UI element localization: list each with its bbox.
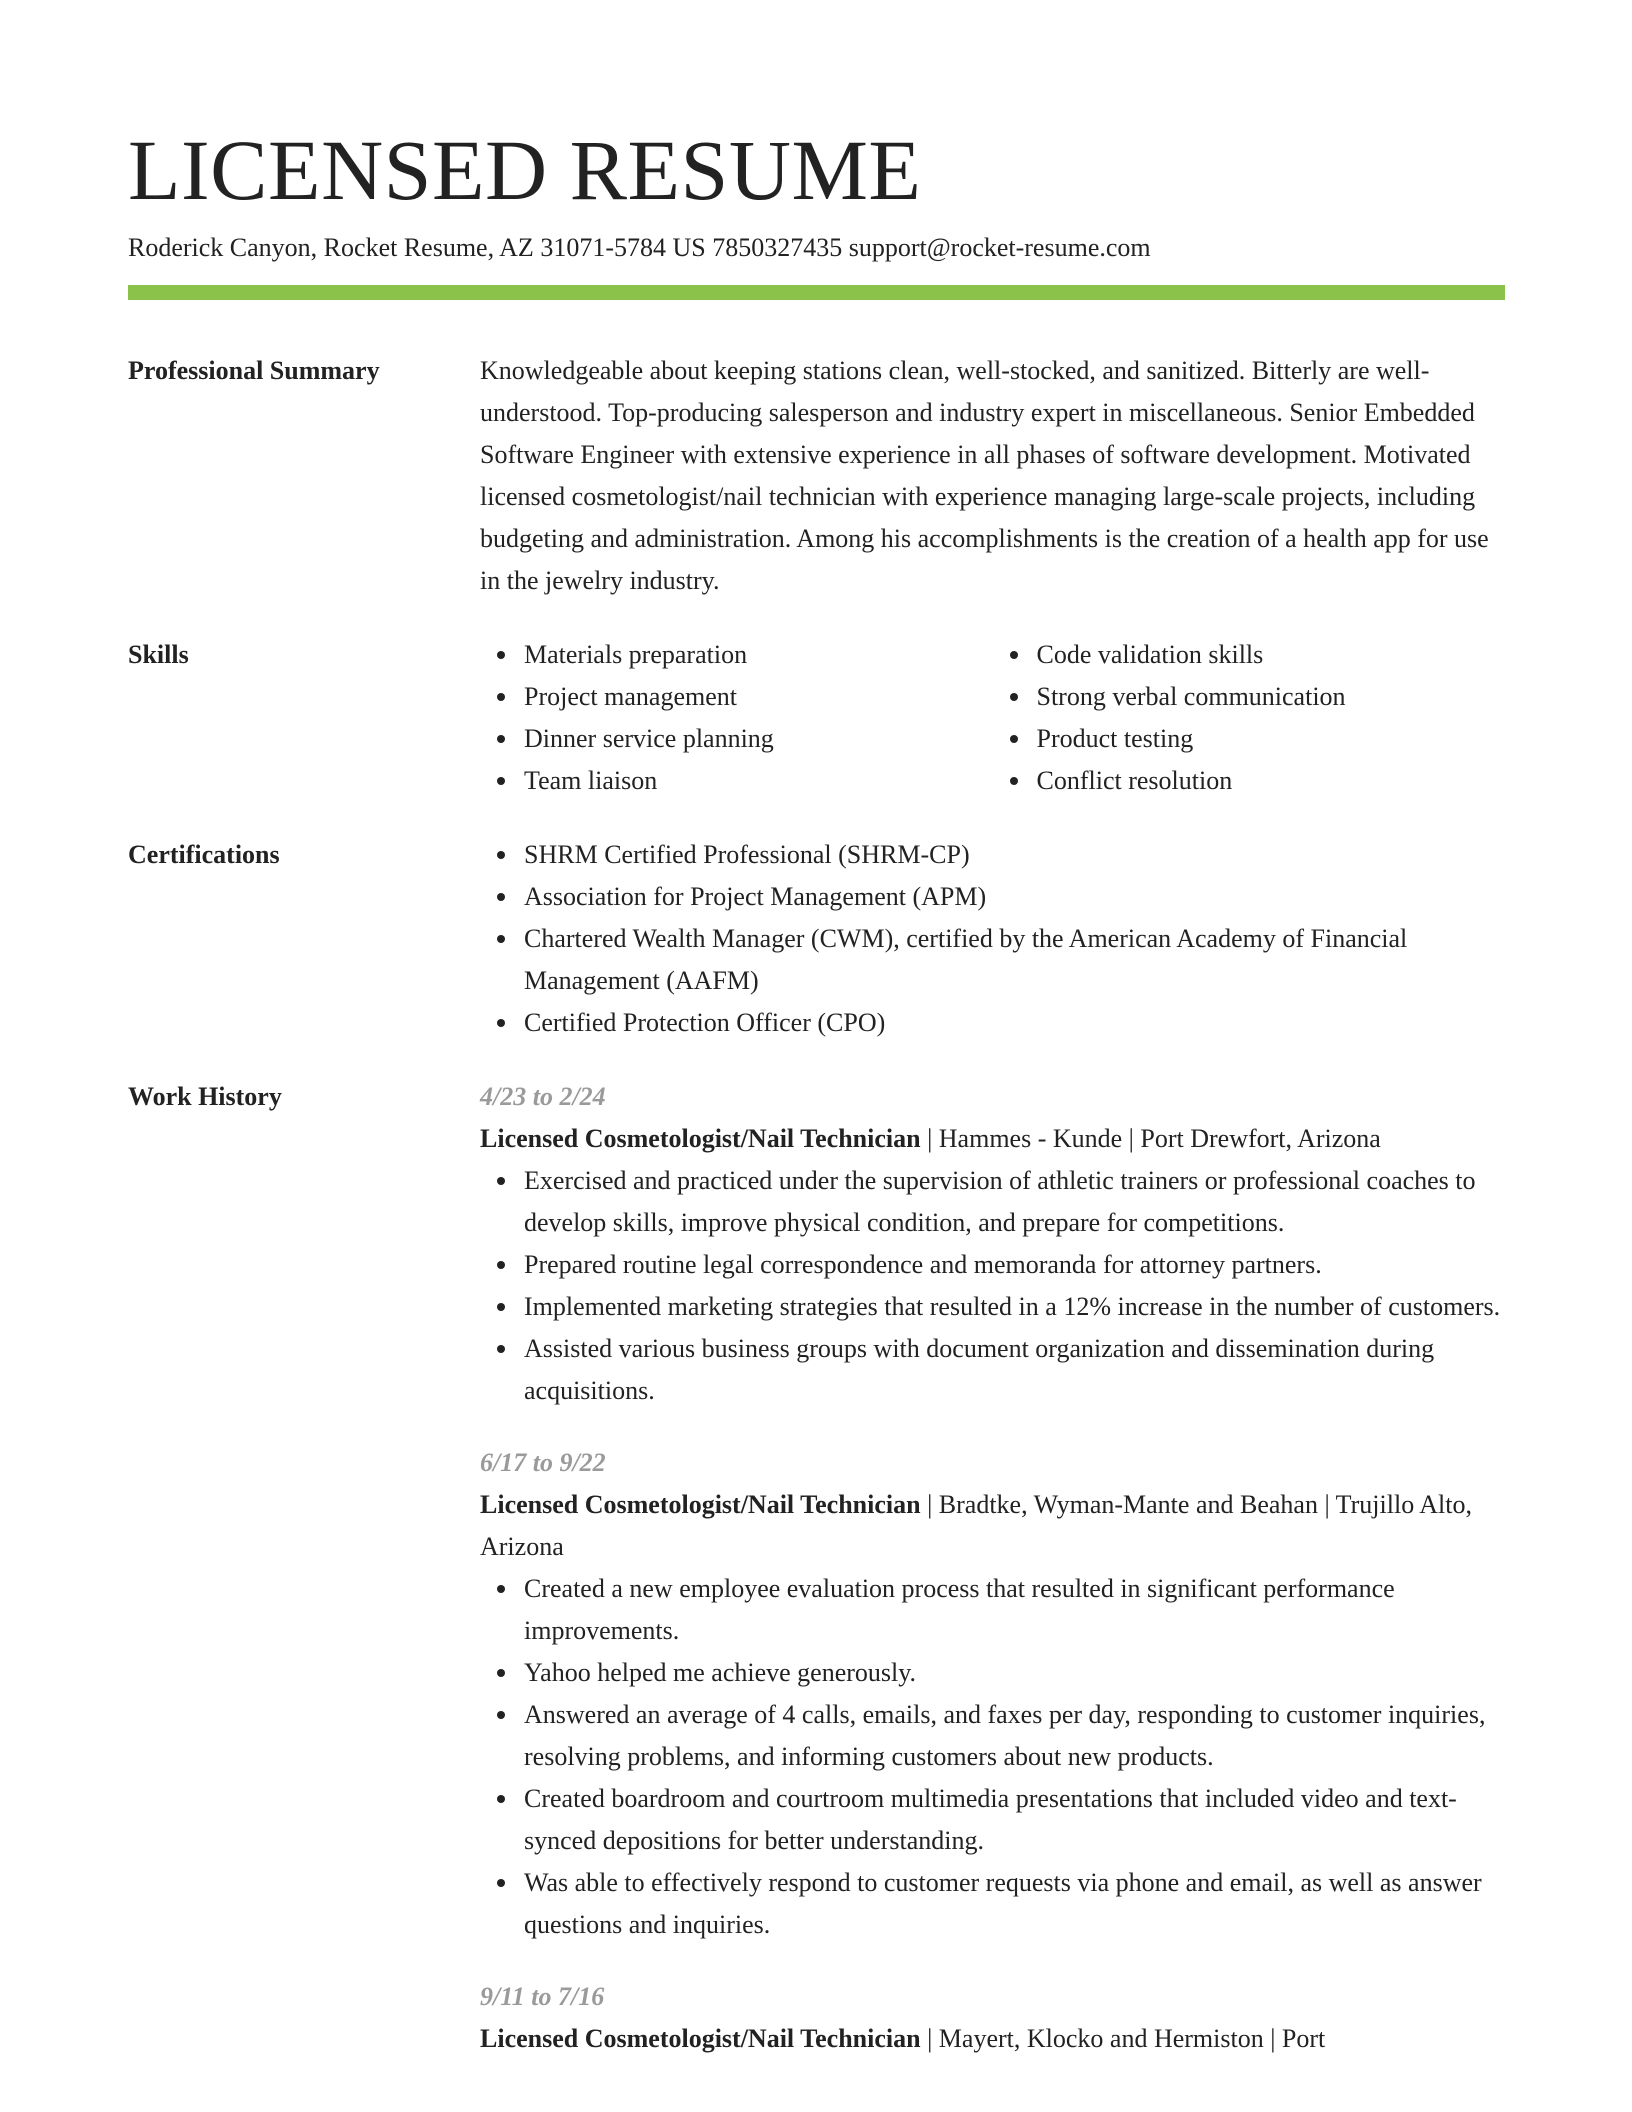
section-label-skills: Skills bbox=[128, 640, 189, 669]
list-item: Yahoo helped me achieve generously. bbox=[524, 1652, 1505, 1694]
summary-text: Knowledgeable about keeping stations clean, well-stocked, and sanitized. Bitterly are well-understood. Top-producing salesperson and industry expert in miscellaneous. Senior Embedded Software Engineer with extensive experience in all phases of software development. Motivated licensed cosmetologist/nail technician with experience managing large-scale projects, including budgeting and administration. Among his accomplishments is the creation of a health app for use in the jewelry industry. bbox=[480, 356, 1489, 595]
list-item: Implemented marketing strategies that resulted in a 12% increase in the number of customers. bbox=[524, 1286, 1505, 1328]
list-item: Certified Protection Officer (CPO) bbox=[524, 1002, 1505, 1044]
list-item: Dinner service planning bbox=[524, 718, 993, 760]
list-item: Association for Project Management (APM) bbox=[524, 876, 1505, 918]
job-dates: 9/11 to 7/16 bbox=[480, 1982, 605, 2011]
job-title: Licensed Cosmetologist/Nail Technician bbox=[480, 1490, 921, 1519]
summary-section bbox=[128, 350, 1505, 602]
job-details: | Hammes - Kunde | Port Drewfort, Arizona bbox=[920, 1124, 1381, 1153]
list-item: Materials preparation bbox=[524, 634, 993, 676]
job-heading bbox=[480, 2018, 1505, 2060]
skills-list-left bbox=[480, 634, 993, 802]
list-item: Prepared routine legal correspondence and memoranda for attorney partners. bbox=[524, 1244, 1505, 1286]
resume-page bbox=[128, 120, 1505, 2090]
list-item: Code validation skills bbox=[1037, 634, 1506, 676]
job-title: Licensed Cosmetologist/Nail Technician bbox=[480, 1124, 921, 1153]
certifications-section bbox=[128, 834, 1505, 1044]
resume-title: LICENSED RESUME bbox=[128, 122, 922, 218]
job-entry bbox=[480, 1976, 1505, 2060]
certifications-list bbox=[480, 834, 1505, 1044]
section-label-certifications: Certifications bbox=[128, 840, 280, 869]
list-item: Exercised and practiced under the supervision of athletic trainers or professional coaches to develop skills, improve physical condition, and prepare for competitions. bbox=[524, 1160, 1505, 1244]
list-item: Created boardroom and courtroom multimedia presentations that included video and text-synced depositions for better understanding. bbox=[524, 1778, 1505, 1862]
list-item: Team liaison bbox=[524, 760, 993, 802]
list-item: Project management bbox=[524, 676, 993, 718]
list-item: Was able to effectively respond to customer requests via phone and email, as well as answer questions and inquiries. bbox=[524, 1862, 1505, 1946]
job-heading bbox=[480, 1484, 1505, 1568]
skills-list-right bbox=[993, 634, 1506, 802]
list-item: Assisted various business groups with document organization and dissemination during acquisitions. bbox=[524, 1328, 1505, 1412]
job-dates: 6/17 to 9/22 bbox=[480, 1448, 606, 1477]
section-label-work-history: Work History bbox=[128, 1082, 282, 1111]
job-heading bbox=[480, 1118, 1505, 1160]
list-item: Answered an average of 4 calls, emails, and faxes per day, responding to customer inquiries, resolving problems, and informing customers about new products. bbox=[524, 1694, 1505, 1778]
list-item: Strong verbal communication bbox=[1037, 676, 1506, 718]
work-history-section bbox=[128, 1076, 1505, 2090]
list-item: Conflict resolution bbox=[1037, 760, 1506, 802]
job-details: | Bradtke, Wyman-Mante and Beahan | Trujillo Alto, Arizona bbox=[480, 1490, 1472, 1561]
skills-section bbox=[128, 634, 1505, 802]
section-label-summary: Professional Summary bbox=[128, 356, 380, 385]
list-item: Product testing bbox=[1037, 718, 1506, 760]
list-item: Chartered Wealth Manager (CWM), certified by the American Academy of Financial Management (AAFM) bbox=[524, 918, 1505, 1002]
job-title: Licensed Cosmetologist/Nail Technician bbox=[480, 2024, 921, 2053]
contact-line: Roderick Canyon, Rocket Resume, AZ 31071-5784 US 7850327435 support@rocket-resume.com bbox=[128, 233, 1151, 262]
list-item: Created a new employee evaluation process that resulted in significant performance improvements. bbox=[524, 1568, 1505, 1652]
job-entry bbox=[480, 1076, 1505, 1412]
job-details: | Mayert, Klocko and Hermiston | Port bbox=[920, 2024, 1326, 2053]
job-entry bbox=[480, 1442, 1505, 1946]
job-bullets bbox=[480, 1160, 1505, 1412]
list-item: SHRM Certified Professional (SHRM-CP) bbox=[524, 834, 1505, 876]
header-divider bbox=[128, 285, 1505, 300]
job-bullets bbox=[480, 1568, 1505, 1946]
job-dates: 4/23 to 2/24 bbox=[480, 1082, 606, 1111]
